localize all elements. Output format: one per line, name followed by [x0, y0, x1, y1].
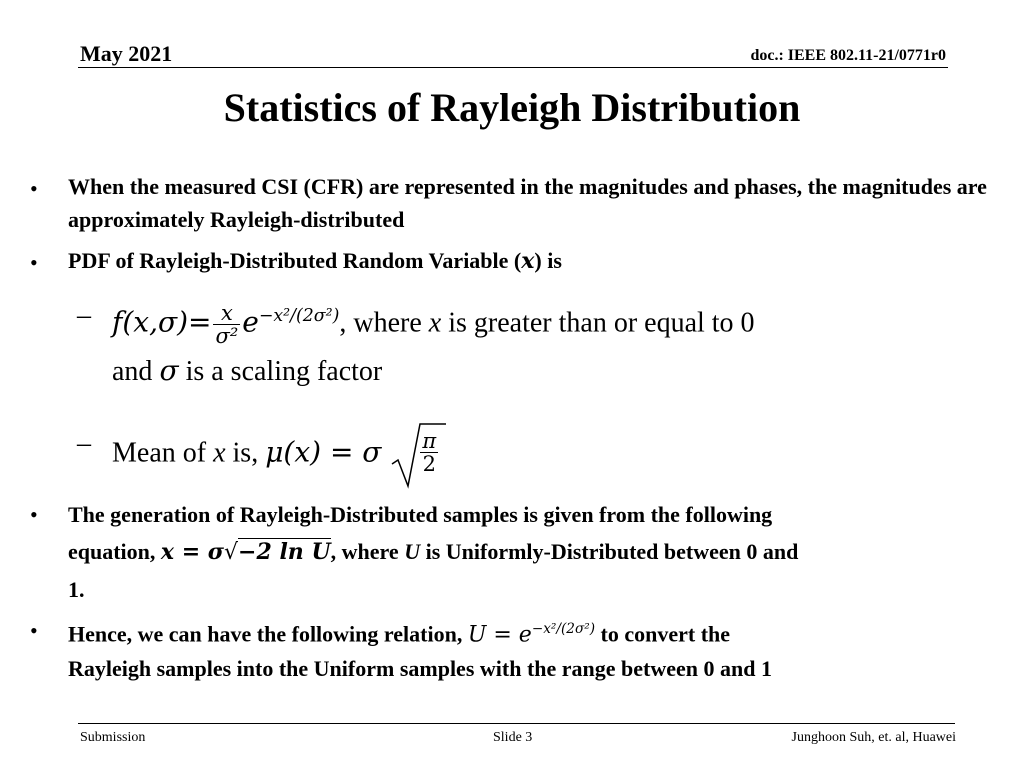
bullet-4-text: Hence, we can have the following relation, $U = e^{-x^2/(2\sigma^2)}$ to convert the Rayleigh samples into the Uniform samples with the range between 0 and 1 — [68, 621, 772, 682]
slide-title: Statistics of Rayleigh Distribution — [223, 85, 801, 130]
sqrt-icon: √ — [224, 540, 239, 565]
header-rule — [78, 67, 948, 68]
gen-equation-radicand: −2 ln U — [238, 539, 331, 565]
header-doc-id: doc.: IEEE 802.11-21/0771r0 — [750, 47, 946, 64]
bullet-marker: • — [30, 618, 38, 643]
bullet-marker: • — [30, 250, 38, 275]
bullet-3-text: The generation of Rayleigh-Distributed samples is given from the following equation, x = σ√−2 ln U, where U is Uniformly-Distributed between 0 and 1. — [68, 502, 799, 602]
sqrt-symbol — [388, 420, 448, 490]
bullet-marker: • — [30, 176, 38, 201]
footer-slide-number: Slide 3 — [493, 730, 533, 745]
bullet-2-var: x — [521, 248, 535, 274]
bullet-1-text: When the measured CSI (CFR) are represented in the magnitudes and phases, the magnitudes are approximately Rayleigh-distributed — [68, 174, 987, 232]
mean-sub-bullet: Mean of x is, μ(x) = σ $\frac{\pi}{2}$ — [112, 420, 972, 490]
sqrt-pi-over-2 — [388, 420, 448, 490]
gen-equation-lhs: x = σ — [160, 539, 225, 565]
mean-lhs: μ(x) = σ — [265, 435, 382, 469]
sub-bullet-marker: – — [77, 300, 91, 331]
footer-authors: Junghoon Suh, et. al, Huawei — [791, 730, 956, 745]
pdf-fraction: $\frac{x}{\text{σ²}}$ — [215, 301, 239, 349]
sub-bullet-marker: – — [77, 428, 91, 459]
bullet-2-text: PDF of Rayleigh-Distributed Random Variable (x) is — [68, 248, 562, 274]
pdf-exponent: −x²/(2σ²) — [258, 306, 340, 326]
bullet-marker: • — [30, 502, 38, 527]
mean-fraction: $\frac{\pi}{2}$ — [422, 429, 437, 476]
pdf-sub-bullet: f(x,σ)= $\frac{x}{\text{σ²}}$ $e^{-x^2/(2\sigma^2)}$, where x is greater than or equal to 0 and σ is a scaling factor — [112, 301, 755, 388]
pdf-lhs: f(x,σ)= — [112, 305, 212, 339]
relation-lhs: U = e — [467, 622, 532, 648]
relation-exponent: −x²/(2σ²) — [531, 621, 596, 637]
footer-rule — [78, 723, 955, 724]
footer-submission: Submission — [80, 730, 146, 745]
header-date: May 2021 — [80, 41, 173, 66]
